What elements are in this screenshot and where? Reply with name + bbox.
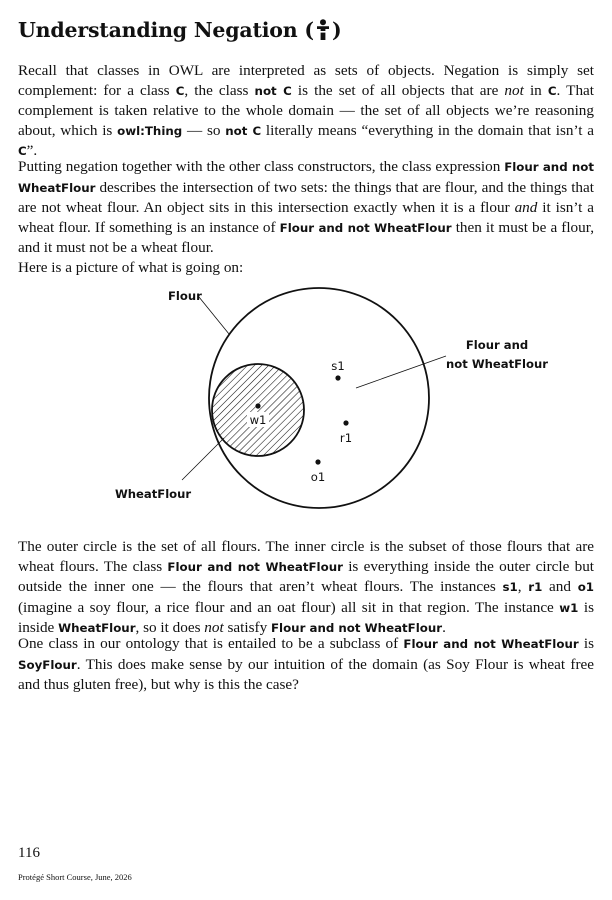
paragraph-5	[18, 634, 594, 695]
text: is inside	[18, 598, 594, 636]
instance-label-o1: o1	[310, 470, 326, 484]
text: Recall that classes in OWL are interpreted as sets of objects. Negation is simply set complement: for a class	[18, 62, 594, 99]
paragraph-2	[18, 157, 594, 258]
class-wheat-flour: WheatFlour	[58, 621, 136, 635]
emphasis-not: not	[504, 81, 524, 99]
text: in	[523, 81, 548, 99]
footer-text: Protégé Short Course, June, 2026	[18, 872, 132, 882]
instance-label-s1: s1	[331, 359, 345, 373]
section-title	[18, 18, 341, 46]
class-expression: Flour and not WheatFlour	[270, 621, 443, 635]
wheat-leader-line	[182, 438, 224, 480]
class-not-c: not C	[254, 83, 292, 98]
text: is everything inside the outer circle but outside the inner one — the flours that aren’t wheat flours. The instances	[18, 557, 595, 595]
region-label-line1: Flour and	[465, 338, 529, 352]
text: (imagine a soy flour, a rice flour and an oat flour) all sit in that region. The instance	[18, 598, 560, 616]
region-label-line2: not WheatFlour	[446, 357, 548, 371]
text: The outer circle is the set of all flours. The inner circle is the subset of those flours that are wheat flours. The class	[18, 538, 594, 575]
text: — so	[182, 121, 226, 139]
section-title-text: Understanding Negation (	[18, 18, 314, 42]
text: , the class	[184, 81, 255, 99]
instance-s1: s1	[502, 580, 518, 594]
paragraph-4	[18, 537, 594, 639]
text: .	[442, 619, 446, 636]
instance-label-w1: w1	[249, 413, 267, 427]
instance-w1: w1	[559, 600, 579, 615]
class-c: C	[547, 83, 557, 98]
wheat-flour-label: WheatFlour	[115, 487, 192, 501]
reading-person-icon	[314, 19, 332, 46]
class-not-c: not C	[225, 123, 262, 138]
instance-label-r1: r1	[339, 431, 353, 445]
text: it isn’t a wheat flour. If something is an instance of	[18, 199, 594, 236]
page-number: 116	[18, 845, 40, 861]
emphasis-not: not	[204, 619, 224, 636]
text: then it must be a flour, and it must not be a wheat flour.	[18, 218, 594, 256]
class-c: C	[18, 144, 27, 158]
venn-diagram	[88, 284, 548, 514]
class-expression: Flour and not WheatFlour	[18, 160, 594, 195]
text: . This does make sense by our intuition of the domain (as Soy Flour is wheat free and thus gluten free), but why is this the case?	[18, 655, 594, 693]
owl-thing: owl:Thing	[117, 123, 183, 138]
paragraph-1	[18, 61, 594, 162]
paragraph-3: Here is a picture of what is going on:	[18, 259, 244, 276]
text: . That complement is taken relative to the whole domain — the set of all objects we’re reasoning about, which is	[18, 81, 595, 139]
instance-dot-w1	[255, 403, 260, 408]
text: and	[542, 578, 578, 595]
text: describes the intersection of two sets: the things that are flour, and the things that are not wheat flour. An object sits in this intersection exactly when it is a flour	[18, 178, 594, 216]
instance-o1: o1	[577, 580, 595, 594]
text: ,	[517, 578, 529, 595]
text: Putting negation together with the other class constructors, the class expression	[18, 158, 505, 175]
text: is the set of all objects that are	[291, 81, 505, 99]
class-expression: Flour and not WheatFlour	[279, 220, 452, 235]
flour-label: Flour	[168, 289, 202, 303]
text: satisfy	[223, 619, 271, 636]
region-leader-line	[356, 356, 446, 388]
section-title-close: )	[331, 18, 342, 42]
instance-dot-r1	[343, 420, 348, 425]
text: , so it does	[135, 619, 205, 636]
flour-leader-line	[199, 297, 229, 334]
class-expression: Flour and not WheatFlour	[167, 559, 343, 574]
wheat-flour-circle	[212, 364, 304, 456]
text: One class in our ontology that is entailed to be a subclass of	[18, 635, 404, 652]
instance-r1: r1	[528, 580, 543, 594]
class-soy-flour: SoyFlour	[18, 657, 77, 672]
instance-dot-s1	[335, 375, 340, 380]
class-expression: Flour and not WheatFlour	[403, 637, 579, 651]
text: is	[578, 635, 594, 652]
class-c: C	[175, 83, 185, 98]
text: literally means “everything in the domain that isn’t a	[261, 121, 594, 139]
instance-dot-o1	[315, 459, 320, 464]
text: ”.	[26, 142, 38, 159]
emphasis-and: and	[514, 199, 538, 216]
